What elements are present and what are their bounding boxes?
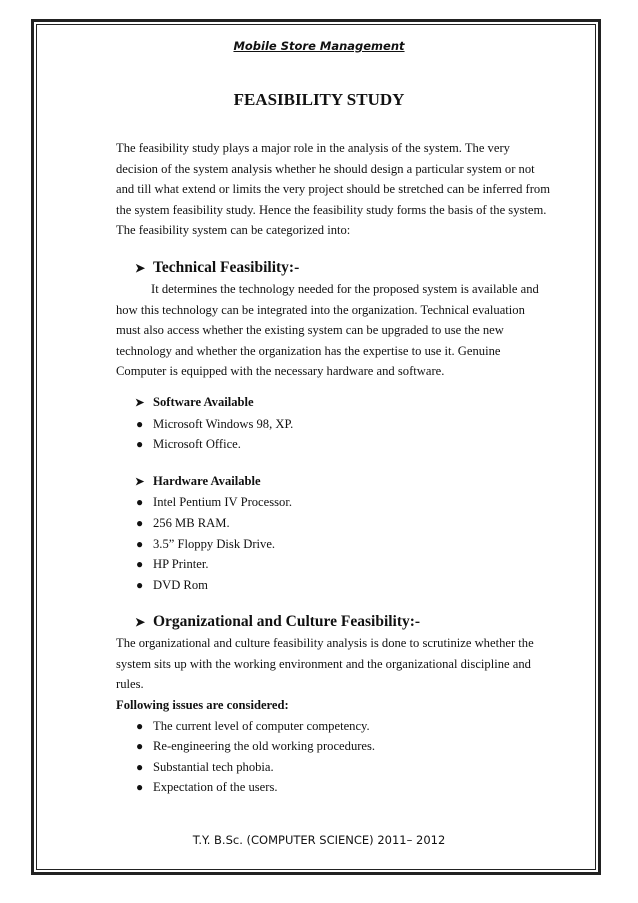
technical-line: It determines the technology needed for the proposed system is available and [151, 281, 539, 296]
arrow-bullet-icon: ➤ [135, 260, 146, 275]
hardware-heading [116, 471, 568, 493]
issues-list [116, 716, 568, 798]
list-item-text: The current level of computer competency. [153, 718, 370, 733]
technical-line: must also access whether the existing system can be upgraded to use the new [116, 323, 504, 338]
intro-line: decision of the system analysis whether he should design a particular system or not [116, 161, 535, 176]
list-item [116, 757, 568, 778]
list-item-text: Re-engineering the old working procedures. [153, 739, 376, 754]
list-item [116, 434, 568, 455]
technical-line: Computer is equipped with the necessary hardware and software. [116, 364, 445, 379]
arrow-bullet-icon: ➤ [135, 396, 145, 409]
bullet-icon: ● [136, 515, 144, 530]
list-item [116, 513, 568, 534]
list-item [116, 554, 568, 575]
list-item [116, 534, 568, 555]
document-body [116, 138, 568, 798]
list-item-text: HP Printer. [153, 557, 209, 572]
organizational-paragraph [116, 633, 568, 715]
technical-paragraph [116, 279, 568, 382]
bullet-icon: ● [136, 557, 144, 572]
list-item [116, 575, 568, 596]
list-item-text: 3.5” Floppy Disk Drive. [153, 536, 276, 551]
list-item-text: Microsoft Windows 98, XP. [153, 416, 294, 431]
bullet-icon: ● [136, 759, 144, 774]
bullet-icon: ● [136, 718, 144, 733]
bullet-icon: ● [136, 437, 144, 452]
software-heading-text: Software Available [153, 394, 254, 409]
list-item [116, 414, 568, 435]
bullet-icon: ● [136, 416, 144, 431]
organizational-line: The organizational and culture feasibility analysis is done to scrutinize whether the [116, 636, 534, 651]
list-item [116, 492, 568, 513]
organizational-line: system sits up with the working environment and the organizational discipline and [116, 656, 531, 671]
technical-feasibility-heading [116, 257, 568, 279]
list-item-text: Microsoft Office. [153, 437, 241, 452]
bullet-icon: ● [136, 780, 144, 795]
list-item [116, 777, 568, 798]
page-title: FEASIBILITY STUDY [233, 90, 405, 109]
intro-line: the system feasibility study. Hence the feasibility study forms the basis of the system. [116, 202, 547, 217]
hardware-heading-text: Hardware Available [153, 473, 261, 488]
bullet-icon: ● [136, 577, 144, 592]
intro-line: The feasibility system can be categorized into: [116, 223, 351, 238]
list-item [116, 736, 568, 757]
list-item-text: 256 MB RAM. [153, 515, 230, 530]
arrow-bullet-icon: ➤ [135, 615, 146, 630]
list-item-text: Substantial tech phobia. [153, 759, 274, 774]
page-header: Mobile Store Management [233, 39, 405, 53]
page-footer: T.Y. B.Sc. (COMPUTER SCIENCE) 2011– 2012 [192, 833, 446, 847]
list-item-text: Expectation of the users. [153, 780, 278, 795]
intro-line: and till what extend or limits the very project should be stretched can be inferred from [116, 182, 550, 197]
list-item-text: DVD Rom [153, 577, 208, 592]
technical-line: how this technology can be integrated into the organization. Technical evaluation [116, 302, 525, 317]
issues-heading: Following issues are considered: [116, 698, 289, 713]
intro-line: The feasibility study plays a major role in the analysis of the system. The very [116, 141, 510, 155]
technical-heading-text: Technical Feasibility:- [153, 258, 300, 276]
software-heading [116, 392, 568, 414]
arrow-bullet-icon: ➤ [135, 475, 145, 488]
hardware-list [116, 492, 568, 595]
technical-line: technology and whether the organization has the expertise to use it. Genuine [116, 343, 501, 358]
organizational-feasibility-heading [116, 611, 568, 633]
organizational-heading-text: Organizational and Culture Feasibility:- [153, 613, 421, 631]
bullet-icon: ● [136, 495, 144, 510]
software-list [116, 414, 568, 455]
list-item [116, 716, 568, 737]
bullet-icon: ● [136, 739, 144, 754]
bullet-icon: ● [136, 536, 144, 551]
list-item-text: Intel Pentium IV Processor. [153, 495, 292, 510]
intro-paragraph [116, 138, 568, 241]
organizational-line: rules. [116, 677, 144, 692]
